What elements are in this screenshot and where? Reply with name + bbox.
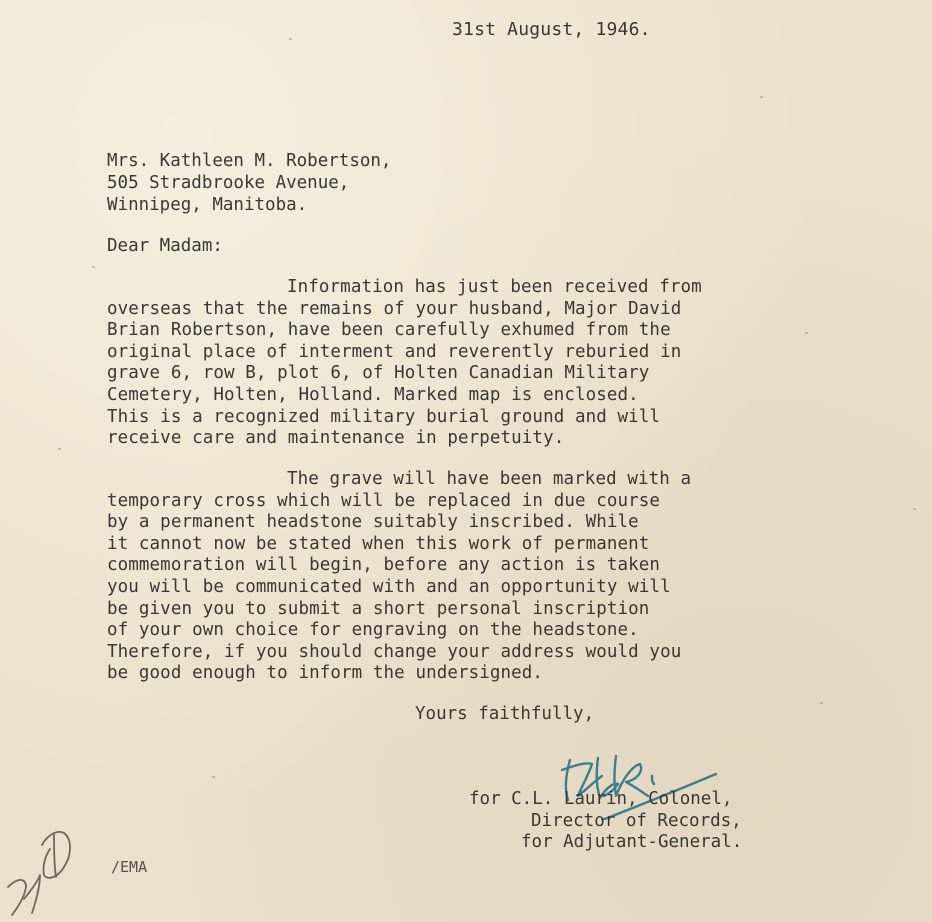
paragraph-line: it cannot now be stated when this work of permanent: [107, 533, 650, 554]
recipient-name: Mrs. Kathleen M. Robertson,: [107, 151, 392, 171]
paragraph-line: Therefore, if you should change your address would you: [107, 641, 682, 662]
paragraph-line: commemoration will begin, before any action is taken: [107, 555, 661, 576]
paragraph-line: be good enough to inform the undersigned.: [107, 663, 544, 684]
paragraph-line: Cemetery, Holten, Holland. Marked map is enclosed.: [107, 384, 639, 405]
paragraph-line: be given you to submit a short personal inscription: [107, 598, 650, 619]
paragraph-line: The grave will have been marked with a: [287, 469, 692, 489]
paragraph-line: This is a recognized military burial ground and will: [107, 406, 661, 427]
paragraph-line: of your own choice for engraving on the headstone.: [107, 620, 639, 641]
signatory-block: [469, 789, 742, 854]
paragraph-line: Information has just been received from: [287, 277, 702, 297]
paragraph-2: [107, 469, 691, 685]
paper-speck: [212, 776, 215, 778]
paragraph-line: grave 6, row B, plot 6, of Holten Canadian Military: [107, 363, 650, 384]
recipient-street: 505 Stradbrooke Avenue,: [107, 173, 350, 193]
paragraph-line: overseas that the remains of your husband, Major David: [107, 298, 682, 319]
signatory-line-1: for C.L. Laurin, Colonel,: [469, 789, 733, 809]
paper-speck: [805, 332, 808, 334]
paragraph-line: receive care and maintenance in perpetuity.: [107, 428, 565, 449]
handwritten-initials: [2, 815, 82, 920]
paragraph-line: temporary cross which will be replaced in due course: [107, 490, 661, 511]
paper-speck: [92, 266, 95, 268]
signatory-line-3: for Adjutant-General.: [521, 832, 743, 852]
paper-speck: [760, 96, 763, 98]
paragraph-line: by a permanent headstone suitably inscribed. While: [107, 512, 639, 533]
paper-speck: [289, 38, 292, 40]
reference-initials: /EMA: [111, 858, 148, 876]
salutation: Dear Madam:: [107, 236, 223, 256]
paragraph-line: original place of interment and reverently reburied in: [107, 341, 682, 362]
paper-speck: [913, 508, 916, 510]
paragraph-1: [107, 277, 702, 450]
recipient-address: [107, 150, 391, 216]
paragraph-line: Brian Robertson, have been carefully exhumed from the: [107, 320, 671, 341]
paragraph-line: you will be communicated with and an opportunity will: [107, 576, 671, 597]
recipient-city: Winnipeg, Manitoba.: [107, 195, 308, 215]
closing: Yours faithfully,: [415, 704, 595, 724]
paper-speck: [58, 448, 61, 450]
paper-speck: [820, 702, 823, 704]
signatory-line-2: Director of Records,: [531, 810, 742, 831]
letter-date: 31st August, 1946.: [452, 19, 651, 40]
